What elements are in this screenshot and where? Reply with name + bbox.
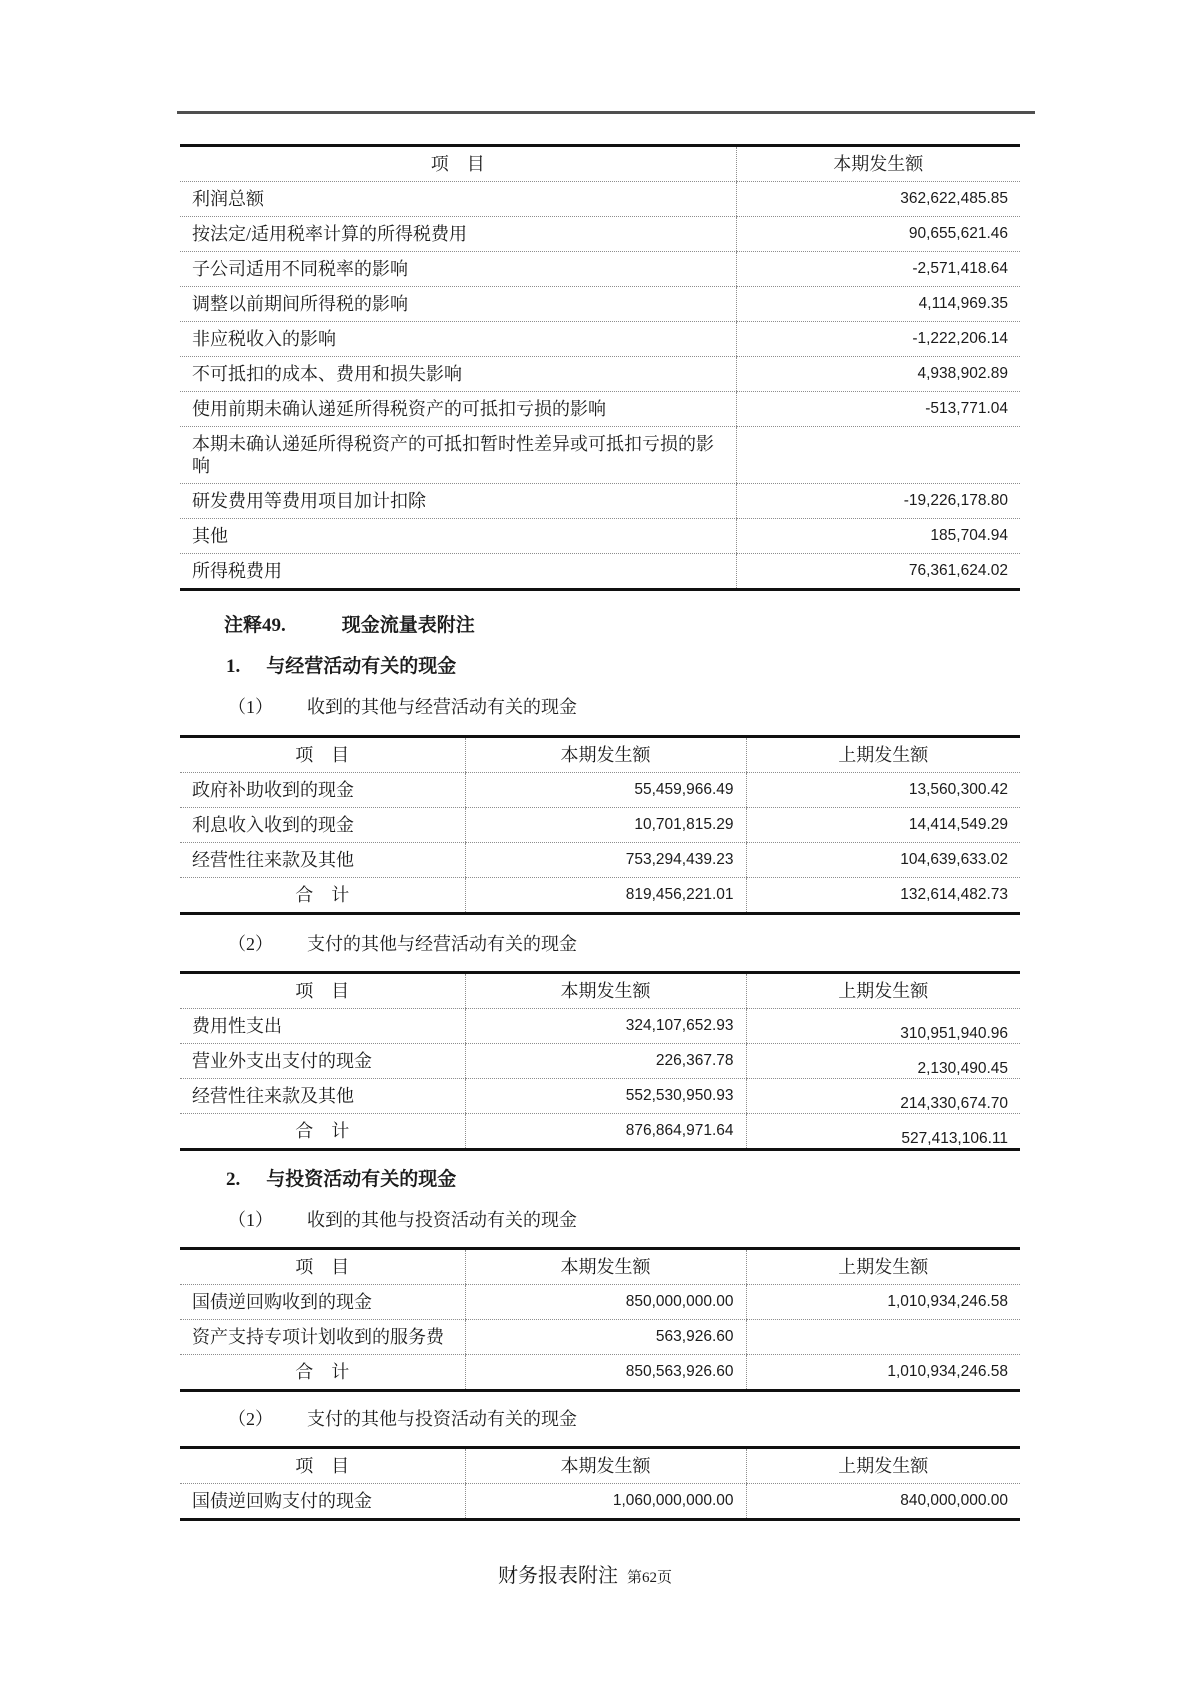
document-content [180,144,1020,1591]
table-row [180,1320,1020,1355]
section-2-number: 2. [226,1169,241,1190]
row-current-value: 563,926.60 [465,1320,746,1355]
row-current-value: 10,701,815.29 [465,808,746,843]
table-row [180,1079,1020,1114]
row-label: 本期未确认递延所得税资产的可抵扣暂时性差异或可抵扣亏损的影响 [180,427,736,484]
subsection-1-2-number: （2） [228,934,273,954]
current-period-column-header: 本期发生额 [465,737,746,773]
row-prior-value: 1,010,934,246.58 [746,1285,1020,1320]
row-label: 按法定/适用税率计算的所得税费用 [180,217,736,252]
row-label: 政府补助收到的现金 [180,773,465,808]
table-row [180,484,1020,519]
row-label: 所得税费用 [192,561,282,581]
row-label: 调整以前期间所得税的影响 [180,287,736,322]
row-label: 费用性支出 [180,1009,465,1044]
row-current-value: 4,938,902.89 [736,357,1020,392]
total-label: 合 计 [295,1121,350,1141]
row-label: 国债逆回购收到的现金 [180,1285,465,1320]
total-label: 合 计 [295,885,350,905]
row-current-value: 1,060,000,000.00 [465,1484,746,1520]
operating-cash-paid-table [180,971,1020,1151]
row-prior-value: 214,330,674.70 [746,1079,1020,1114]
total-prior-value: 527,413,106.11 [746,1114,1020,1150]
row-label: 使用前期未确认递延所得税资产的可抵扣亏损的影响 [180,392,736,427]
row-prior-value: 13,560,300.42 [746,773,1020,808]
total-label: 合 计 [295,1362,350,1382]
item-column-header: 项 目 [180,1448,465,1484]
subsection-2-2-heading [228,1406,1020,1432]
subsection-2-2-title: 支付的其他与投资活动有关的现金 [307,1409,577,1429]
prior-period-column-header: 上期发生额 [746,973,1020,1009]
subsection-1-1-title: 收到的其他与经营活动有关的现金 [307,697,577,717]
table-row [180,252,1020,287]
current-period-column-header: 本期发生额 [465,973,746,1009]
row-current-value: -513,771.04 [736,392,1020,427]
table-total-row [180,1355,1020,1391]
current-period-column-header: 本期发生额 [465,1249,746,1285]
section-1-heading [226,654,1020,680]
row-prior-value: 840,000,000.00 [746,1484,1020,1520]
table-row [180,554,1020,590]
row-label: 其他 [180,519,736,554]
page-header-rule [177,111,1035,114]
current-period-column-header: 本期发生额 [736,146,1020,182]
table-row [180,773,1020,808]
row-label: 利息收入收到的现金 [180,808,465,843]
row-label: 不可抵扣的成本、费用和损失影响 [180,357,736,392]
row-label: 国债逆回购支付的现金 [192,1491,372,1511]
table-total-row [180,1114,1020,1150]
investing-cash-paid-table [180,1446,1020,1521]
table-row [180,287,1020,322]
table-header-row [180,737,1020,773]
table-row [180,392,1020,427]
operating-cash-received-table [180,735,1020,915]
subsection-2-2-number: （2） [228,1409,273,1429]
total-current-value: 876,864,971.64 [465,1114,746,1150]
total-prior-value: 132,614,482.73 [746,878,1020,914]
investing-cash-received-table [180,1247,1020,1392]
table-row [180,1285,1020,1320]
total-current-value: 850,563,926.60 [465,1355,746,1391]
table-row [180,357,1020,392]
row-prior-value: 310,951,940.96 [746,1009,1020,1044]
current-period-column-header: 本期发生额 [465,1448,746,1484]
row-current-value: 185,704.94 [736,519,1020,554]
row-current-value: -1,222,206.14 [736,322,1020,357]
table-header-row [180,1448,1020,1484]
table-row [180,217,1020,252]
item-column-header: 项 目 [180,973,465,1009]
prior-period-column-header: 上期发生额 [746,1249,1020,1285]
note49-heading [224,613,1020,639]
subsection-1-2-title: 支付的其他与经营活动有关的现金 [307,934,577,954]
table-row [180,322,1020,357]
item-column-header: 项 目 [180,146,736,182]
table-header-row [180,146,1020,182]
section-2-heading [226,1167,1020,1193]
row-current-value: -2,571,418.64 [736,252,1020,287]
row-current-value: -19,226,178.80 [736,484,1020,519]
prior-period-column-header: 上期发生额 [746,1448,1020,1484]
row-current-value: 324,107,652.93 [465,1009,746,1044]
row-label: 资产支持专项计划收到的服务费 [180,1320,465,1355]
item-column-header: 项 目 [180,737,465,773]
income-tax-reconciliation-table [180,144,1020,591]
footer-page-number: 第62页 [627,1570,673,1586]
table-row [180,519,1020,554]
note49-number: 注释49. [224,615,286,636]
footer-title: 财务报表附注 [498,1565,618,1587]
table-header-row [180,1249,1020,1285]
subsection-2-1-heading [228,1207,1020,1233]
table-row [180,808,1020,843]
subsection-1-1-heading [228,694,1020,720]
subsection-2-1-title: 收到的其他与投资活动有关的现金 [307,1210,577,1230]
section-2-title: 与投资活动有关的现金 [266,1169,457,1190]
row-current-value: 552,530,950.93 [465,1079,746,1114]
page-footer [180,1563,1020,1591]
section-1-title: 与经营活动有关的现金 [266,656,457,677]
row-current-value: 850,000,000.00 [465,1285,746,1320]
row-label: 经营性往来款及其他 [180,1079,465,1114]
table-row [180,1044,1020,1079]
section-1-number: 1. [226,656,241,677]
item-column-header: 项 目 [180,1249,465,1285]
row-label: 营业外支出支付的现金 [180,1044,465,1079]
table-row [180,1484,1020,1520]
row-current-value: 4,114,969.35 [736,287,1020,322]
row-current-value: 362,622,485.85 [736,182,1020,217]
row-prior-value: 14,414,549.29 [746,808,1020,843]
total-prior-value: 1,010,934,246.58 [746,1355,1020,1391]
row-current-value: 90,655,621.46 [736,217,1020,252]
row-current-value: 753,294,439.23 [465,843,746,878]
row-label: 子公司适用不同税率的影响 [180,252,736,287]
row-current-value: 226,367.78 [465,1044,746,1079]
total-current-value: 819,456,221.01 [465,878,746,914]
row-prior-value: 104,639,633.02 [746,843,1020,878]
subsection-1-2-heading [228,931,1020,957]
row-label: 利润总额 [180,182,736,217]
row-label: 经营性往来款及其他 [180,843,465,878]
table-row [180,843,1020,878]
table-row [180,1009,1020,1044]
row-current-value: 55,459,966.49 [465,773,746,808]
note49-title: 现金流量表附注 [341,615,475,636]
row-current-value: 76,361,624.02 [736,554,1020,590]
table-row [180,427,1020,484]
row-label: 非应税收入的影响 [180,322,736,357]
row-prior-value [746,1320,1020,1355]
subsection-1-1-number: （1） [228,697,273,717]
row-label: 研发费用等费用项目加计扣除 [180,484,736,519]
subsection-2-1-number: （1） [228,1210,273,1230]
row-current-value [736,427,1020,484]
row-prior-value: 2,130,490.45 [746,1044,1020,1079]
table-total-row [180,878,1020,914]
table-header-row [180,973,1020,1009]
table-row [180,182,1020,217]
prior-period-column-header: 上期发生额 [746,737,1020,773]
